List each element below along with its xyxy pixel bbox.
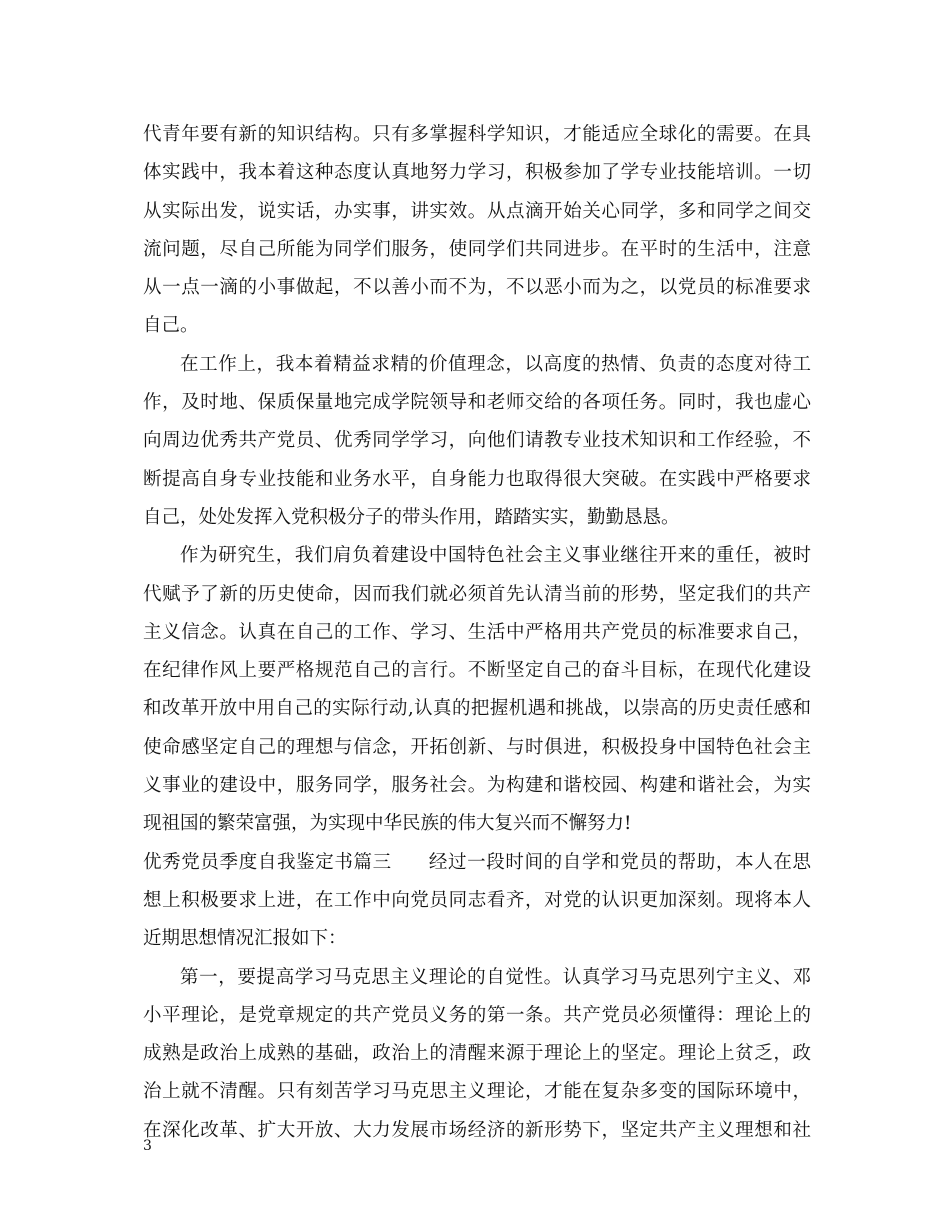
section-heading: 优秀党员季度自我鉴定书篇三: [143, 851, 392, 873]
text-line: 作，及时地、保质保量地完成学院领导和老师交给的各项任务。同时，我也虚心: [143, 392, 811, 414]
section-heading-line: [143, 844, 811, 882]
text-line: 从一点一滴的小事做起，不以善小而不为，不以恶小而为之，以党员的标准要求: [143, 277, 811, 299]
text-line: 经过一段时间的自学和党员的帮助，本人在思: [428, 851, 811, 873]
text-line: 义事业的建设中，服务同学，服务社会。为构建和谐校园、构建和谐社会，为实: [143, 775, 811, 797]
page-number: 3: [143, 1138, 152, 1154]
body-text: [143, 116, 811, 1150]
paragraph-first-line: 作为研究生，我们肩负着建设中国特色社会主义事业继往开来的重任，被时: [180, 545, 811, 567]
text-line: 近期思想情况汇报如下：: [143, 928, 347, 950]
paragraph-first-line: 在工作上，我本着精益求精的价值理念，以高度的热情、负责的态度对待工: [180, 353, 811, 375]
text-line: 使命感坚定自己的理想与信念，开拓创新、与时俱进，积极投身中国特色社会主: [143, 736, 811, 758]
text-line: 治上就不清醒。只有刻苦学习马克思主义理论，才能在复杂多变的国际环境中，: [143, 1081, 811, 1103]
text-line: 现祖国的繁荣富强，为实现中华民族的伟大复兴而不懈努力!: [143, 813, 632, 835]
text-line: 自己。: [143, 315, 199, 337]
text-line: 自己，处处发挥入党积极分子的带头作用，踏踏实实，勤勤恳恳。: [143, 506, 680, 528]
text-line: 断提高自身专业技能和业务水平，自身能力也取得很大突破。在实践中严格要求: [143, 468, 811, 490]
text-line: 在深化改革、扩大开放、大力发展市场经济的新形势下，坚定共产主义理想和社: [143, 1119, 811, 1141]
text-line: 小平理论，是党章规定的共产党员义务的第一条。共产党员必须懂得：理论上的: [143, 1004, 811, 1026]
text-line: 和改革开放中用自己的实际行动,认真的把握机遇和挑战，以崇高的历史责任感和: [143, 698, 811, 720]
text-line: 代赋予了新的历史使命，因而我们就必须首先认清当前的形势，坚定我们的共产: [143, 583, 811, 605]
text-line: 想上积极要求上进，在工作中向党员同志看齐，对党的认识更加深刻。现将本人: [143, 889, 811, 911]
text-line: 主义信念。认真在自己的工作、学习、生活中严格用共产党员的标准要求自己，: [143, 621, 811, 643]
paragraph-first-line: 第一，要提高学习马克思主义理论的自觉性。认真学习马克思列宁主义、邓: [180, 966, 811, 988]
text-line: 在纪律作风上要严格规范自己的言行。不断坚定自己的奋斗目标，在现代化建设: [143, 660, 811, 682]
text-line: 成熟是政治上成熟的基础，政治上的清醒来源于理论上的坚定。理论上贫乏，政: [143, 1043, 811, 1065]
text-line: 代青年要有新的知识结构。只有多掌握科学知识，才能适应全球化的需要。在具: [143, 124, 811, 145]
text-line: 向周边优秀共产党员、优秀同学学习，向他们请教专业技术知识和工作经验，不: [143, 430, 811, 452]
text-line: 体实践中，我本着这种态度认真地努力学习，积极参加了学专业技能培训。一切: [143, 162, 811, 184]
text-line: 流问题，尽自己所能为同学们服务，使同学们共同进步。在平时的生活中，注意: [143, 238, 811, 260]
text-line: 从实际出发，说实话，办实事，讲实效。从点滴开始关心同学，多和同学之间交: [143, 200, 811, 222]
